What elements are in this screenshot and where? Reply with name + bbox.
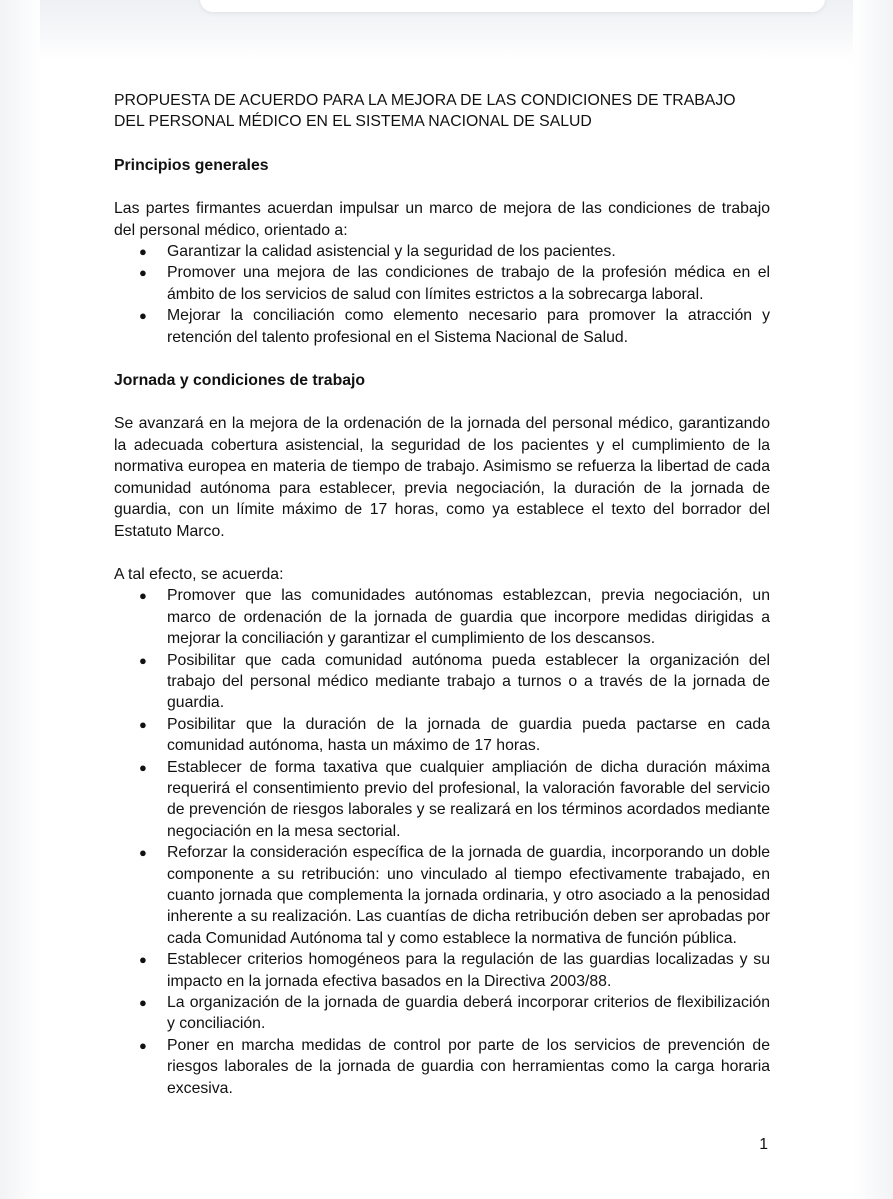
right-page-edge [853, 0, 893, 1199]
list-item: ● Posibilitar que cada comunidad autónoma pueda establecer la organización del trabajo del personal médico mediante trabajo a turnos o a través de la jornada de guardia. [139, 651, 770, 712]
list-item: ● Posibilitar que la duración de la jornada de guardia pueda pactarse en cada comunidad autónoma, hasta un máximo de 17 horas. [139, 715, 770, 755]
list-item: ● Reforzar la consideración específica de la jornada de guardia, incorporando un doble componente a su retribución: uno vinculado al tiempo efectivamente trabajado, en cuanto jornada que complementa la jornada ordinaria, y otro asociado a la penosidad inherente a su realización. Las cuantías de dicha retribución deben ser aprobadas por cada Comunidad Autónoma tal y como establece la normativa de función pública. [139, 844, 770, 947]
bullet-icon: ● [139, 759, 147, 775]
list-item: ● Establecer criterios homogéneos para la regulación de las guardias localizadas y su impacto en la jornada efectiva basados en la Directiva 2003/88. [139, 951, 770, 990]
bullet-icon: ● [139, 652, 147, 668]
list-item: ● La organización de la jornada de guardia deberá incorporar criterios de flexibilización y conciliación. [139, 994, 770, 1033]
section-paragraph: Se avanzará en la mejora de la ordenación de la jornada del personal médico, garantizando la adecuada cobertura asistencial, la seguridad de los pacientes y el cumplimiento de la normativa europea en materia de tiempo de trabajo. Asimismo se refuerza la libertad de cada comunidad autónoma para establecer, previa negociación, la duración de la jornada de guardia, con un límite máximo de 17 horas, como ya establece el texto del borrador del Estatuto Marco. [114, 415, 770, 540]
left-page-edge [0, 0, 40, 1199]
bullet-icon: ● [139, 716, 147, 732]
bullet-icon: ● [139, 995, 147, 1011]
section-heading-jornada: Jornada y condiciones de trabajo [114, 372, 366, 390]
list-item: ● Promover que las comunidades autónomas establezcan, previa negociación, un marco de ordenación de la jornada de guardia que incorpore medidas dirigidas a mejorar la conciliación y garantizar el cumplimiento de los descansos. [139, 587, 770, 648]
document-page [114, 90, 770, 1099]
bullet-list [114, 241, 770, 348]
bullet-icon: ● [139, 845, 147, 861]
bullet-icon: ● [139, 952, 147, 968]
list-item: ● Mejorar la conciliación como elemento necesario para promover la atracción y retención del talento profesional en el Sistema Nacional de Salud. [139, 307, 770, 346]
top-toolbar-edge [200, 0, 825, 12]
section-heading-principios: Principios generales [114, 156, 269, 174]
bullet-icon: ● [139, 588, 147, 604]
document-title: PROPUESTA DE ACUERDO PARA LA MEJORA DE LAS CONDICIONES DE TRABAJO DEL PERSONAL MÉDICO EN EL SISTEMA NACIONAL DE SALUD [114, 92, 736, 131]
section-intro: A tal efecto, se acuerda: [114, 565, 284, 583]
bullet-icon: ● [139, 265, 147, 281]
section-intro: Las partes firmantes acuerdan impulsar un marco de mejora de las condiciones de trabajo del personal médico, orientado a: [114, 200, 770, 239]
list-item: ● Poner en marcha medidas de control por parte de los servicios de prevención de riesgos laborales de la jornada de guardia con herramientas como la carga horaria excesiva. [139, 1036, 770, 1097]
bullet-icon: ● [139, 1037, 147, 1053]
list-item: ● Promover una mejora de las condiciones de trabajo de la profesión médica en el ámbito de los servicios de salud con límites estrictos a la sobrecarga laboral. [139, 264, 770, 303]
list-item: ● Garantizar la calidad asistencial y la seguridad de los pacientes. [114, 241, 770, 262]
bullet-icon: ● [139, 308, 147, 324]
bullet-list [114, 585, 770, 1099]
page-number: 1 [759, 1136, 768, 1153]
bullet-icon: ● [139, 244, 147, 260]
list-item: ● Establecer de forma taxativa que cualquier ampliación de dicha duración máxima requerirá el consentimiento previo del profesional, la valoración favorable del servicio de prevención de riesgos laborales y se realizará en los términos acordados mediante negociación en la mesa sectorial. [139, 758, 770, 840]
